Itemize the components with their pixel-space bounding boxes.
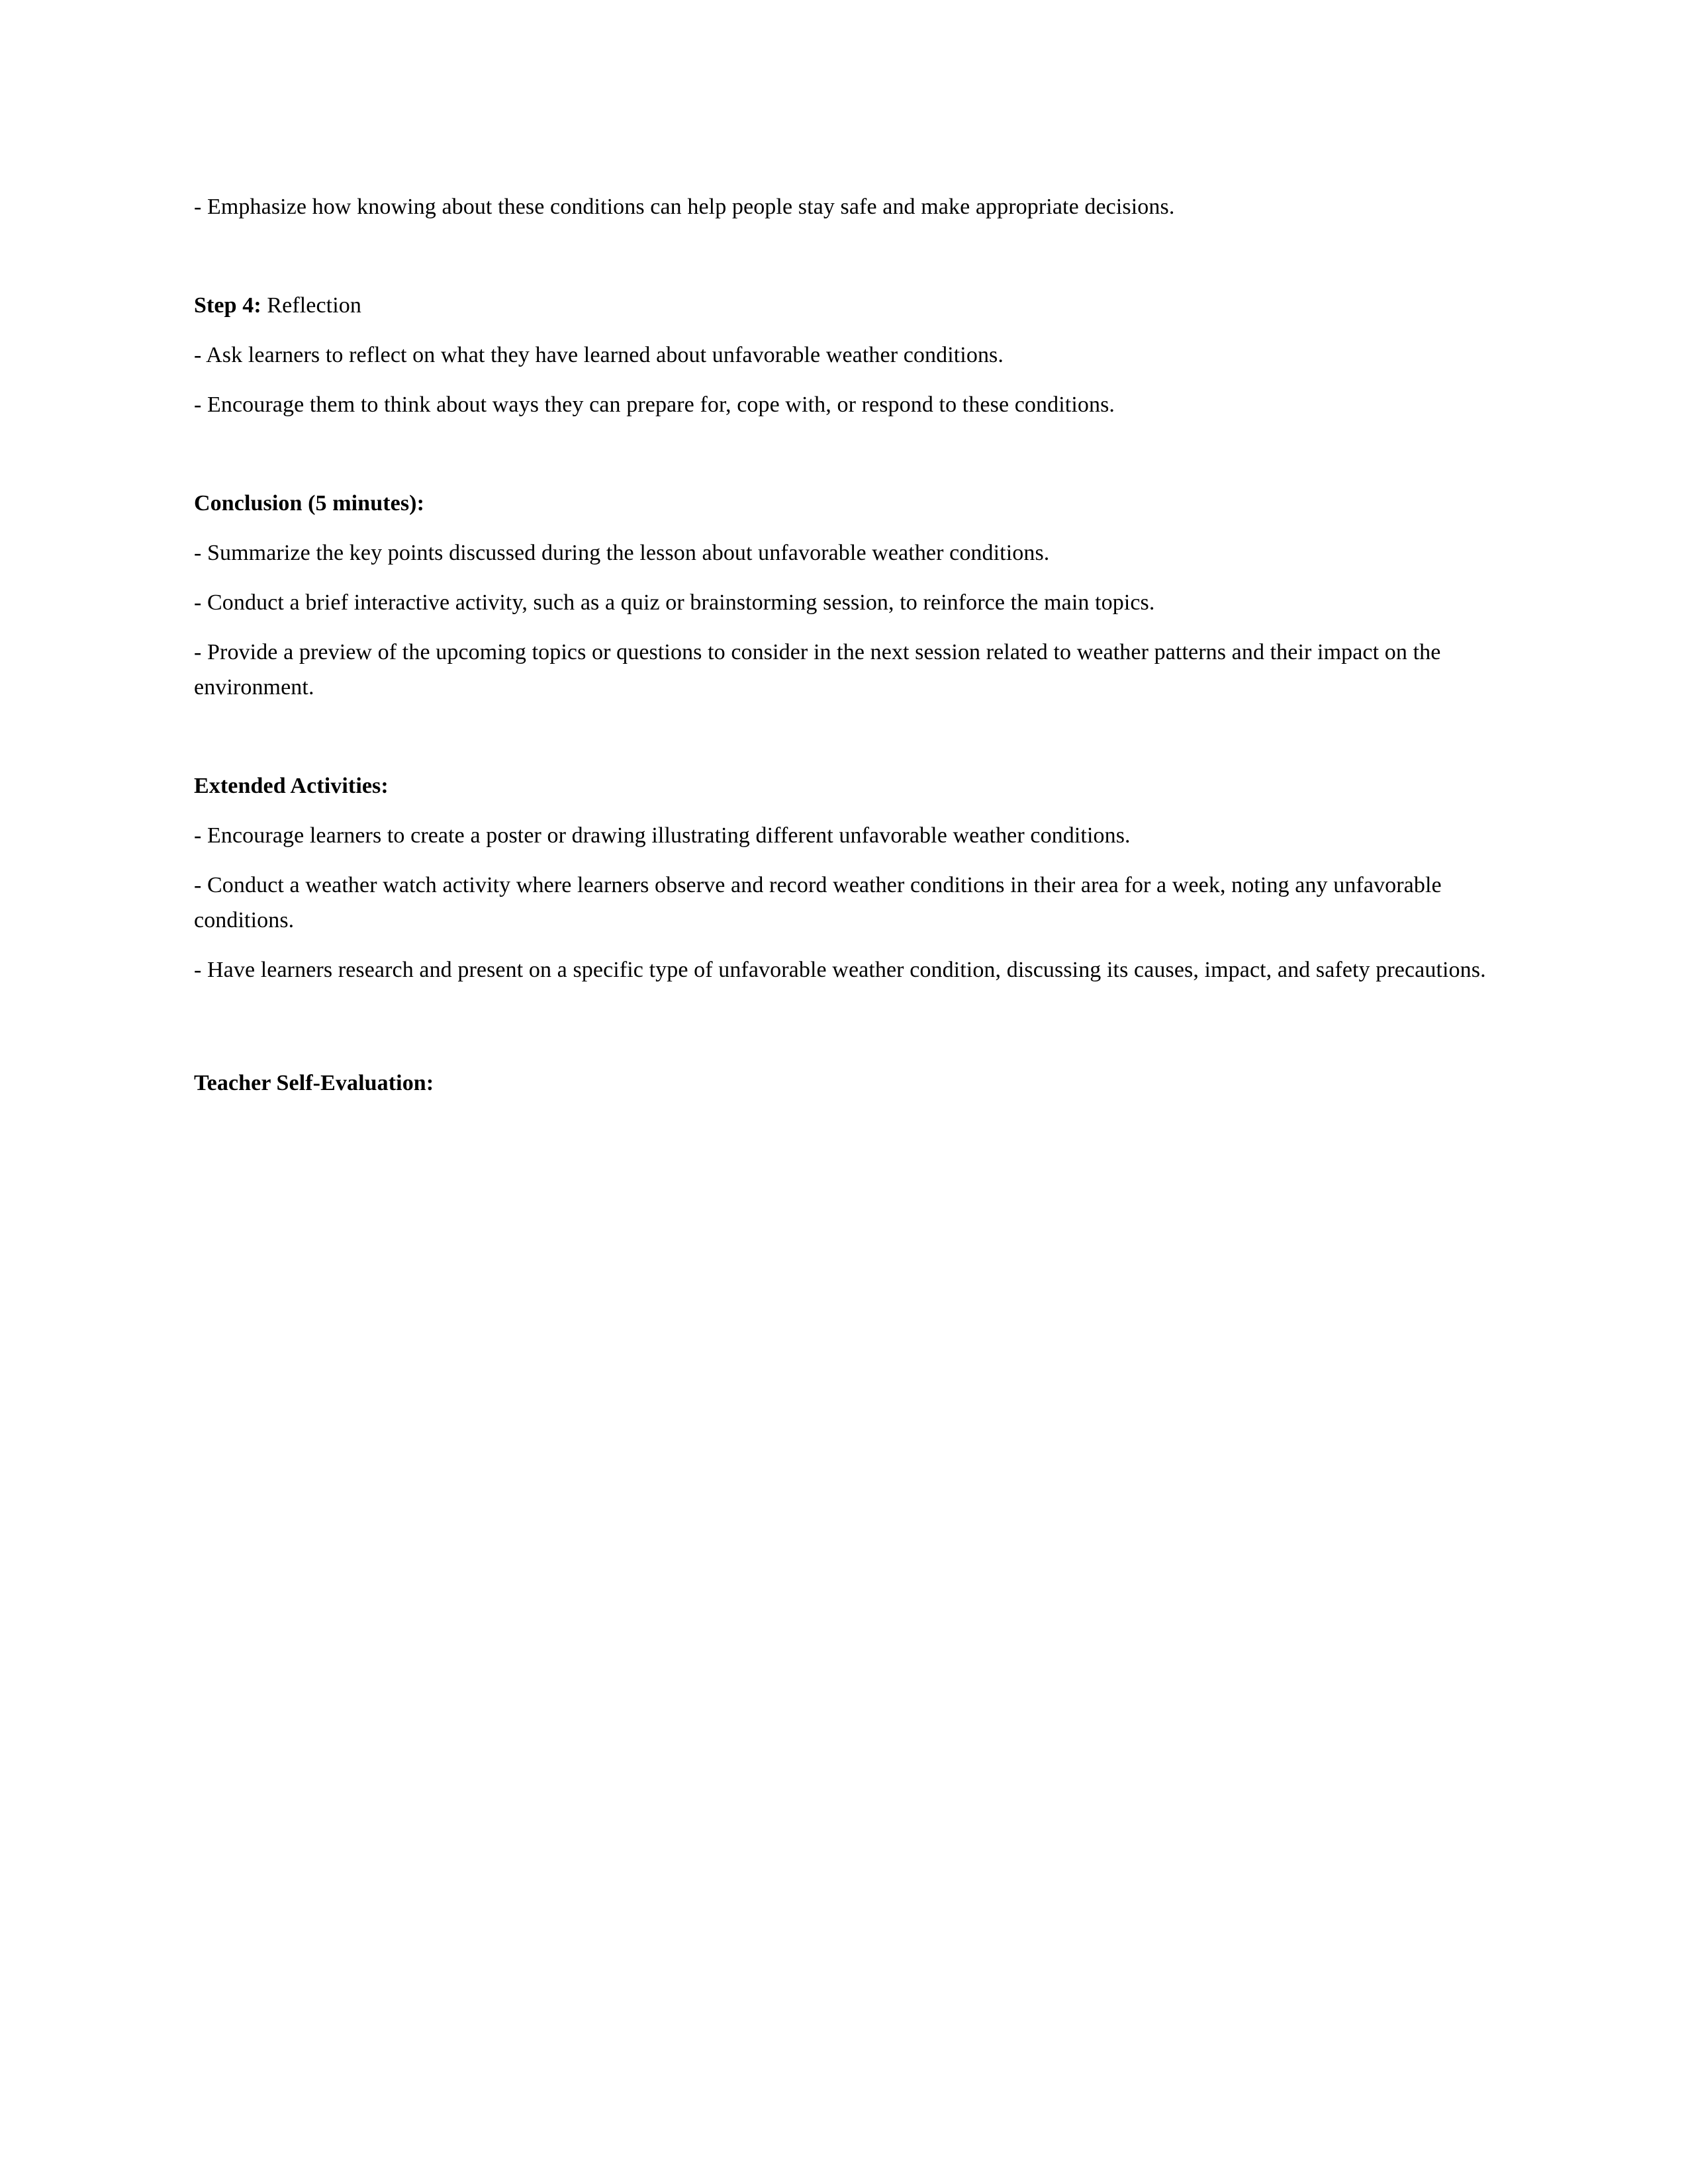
heading-step-4-bold: Step 4: xyxy=(194,293,261,318)
heading-extended-activities: Extended Activities: xyxy=(194,774,389,799)
paragraph-summarize-key-points: - Summarize the key points discussed during the lesson about unfavorable weather conditions. xyxy=(194,541,1050,566)
paragraph-encourage-prepare: - Encourage them to think about ways they can prepare for, cope with, or respond to these conditions. xyxy=(194,392,1115,418)
heading-teacher-self-evaluation: Teacher Self-Evaluation: xyxy=(194,1071,434,1096)
paragraph-research-present: - Have learners research and present on a specific type of unfavorable weather condition, discussing its causes, impact, and safety precautions. xyxy=(194,958,1486,983)
document-body xyxy=(194,189,1486,1115)
paragraph-weather-watch: - Conduct a weather watch activity where learners observe and record weather conditions in their area for a week, noting any unfavorable conditions. xyxy=(194,873,1442,933)
section-spacer xyxy=(194,239,1486,288)
paragraph-poster-drawing: - Encourage learners to create a poster or drawing illustrating different unfavorable weather conditions. xyxy=(194,823,1131,848)
section-spacer xyxy=(194,1002,1486,1066)
heading-step-4-regular: Reflection xyxy=(261,293,361,318)
section-spacer xyxy=(194,719,1486,768)
heading-step-4 xyxy=(194,288,1486,323)
paragraph-brief-interactive-activity: - Conduct a brief interactive activity, such as a quiz or brainstorming session, to reinforce the main topics. xyxy=(194,590,1155,615)
paragraph-emphasize-safety: - Emphasize how knowing about these conditions can help people stay safe and make appropriate decisions. xyxy=(194,195,1175,219)
section-spacer xyxy=(194,437,1486,486)
paragraph-preview-upcoming-topics: - Provide a preview of the upcoming topics or questions to consider in the next session related to weather patterns and their impact on the environment. xyxy=(194,640,1441,700)
paragraph-reflect-learned: - Ask learners to reflect on what they have learned about unfavorable weather conditions. xyxy=(194,343,1004,368)
heading-conclusion: Conclusion (5 minutes): xyxy=(194,491,424,516)
